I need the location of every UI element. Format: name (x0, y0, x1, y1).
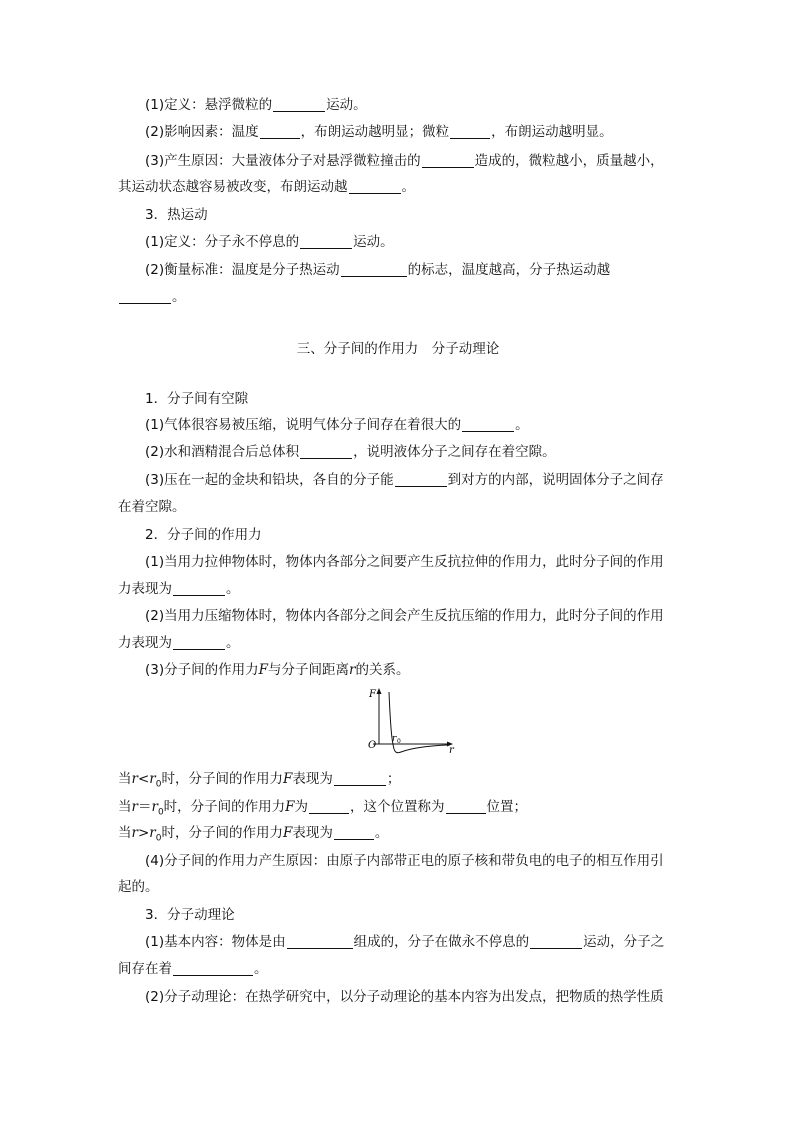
text: 运动，分子之 (583, 934, 665, 950)
text: 组成的，分子在做永不停息的 (353, 934, 530, 950)
text: 。 (226, 635, 240, 651)
force-tension: (1)当用力拉伸物体时，物体内各部分之间要产生反抗拉伸的作用力，此时分子间的作用 (145, 554, 664, 570)
r0-subscript: 0 (397, 738, 401, 745)
text: 的关系。 (355, 662, 410, 678)
text: (3)产生原因：大量液体分子对悬浮微粒撞击的 (145, 153, 421, 169)
text: 。 (374, 825, 389, 841)
case-less (118, 769, 400, 795)
brownian-factors (145, 122, 613, 142)
brownian-definition (145, 95, 367, 115)
theory-application: (2)分子动理论：在热学研究中，以分子动理论的基本内容为出发点，把物质的热学性质 (145, 989, 664, 1005)
subscript: 0 (155, 779, 162, 790)
force-compression-cont (118, 633, 240, 653)
fill-blank[interactable] (446, 799, 486, 814)
var-r0: r (151, 799, 158, 815)
subscript: 0 (157, 807, 164, 818)
text: 当 (118, 771, 132, 787)
y-axis-label: F (369, 689, 376, 700)
theory-heading: 3．分子动理论 (145, 907, 235, 923)
text: 。 (254, 961, 268, 977)
text: (2)影响因素：温度 (145, 124, 259, 140)
origin-label: O (368, 740, 377, 751)
text: 时，分子间的作用力 (161, 825, 283, 841)
text: 时，分子间的作用力 (161, 771, 283, 787)
text: 为 (294, 799, 309, 815)
var-r0: r (149, 825, 156, 841)
thermal-definition (145, 232, 394, 252)
brownian-cause-cont (118, 177, 415, 197)
text: 到对方的内部，说明固体分子之间存 (447, 472, 664, 488)
text: 运动。 (353, 234, 394, 250)
x-axis-label: r (449, 745, 454, 756)
text: > (137, 825, 150, 841)
fill-blank[interactable] (341, 262, 407, 277)
fill-blank[interactable] (273, 97, 325, 112)
theory-content (145, 932, 664, 952)
text: 。 (172, 289, 186, 305)
fill-blank[interactable] (309, 799, 349, 814)
text: ＝ (137, 799, 152, 815)
subscript: 0 (155, 833, 162, 844)
gap-heading: 1．分子间有空隙 (145, 391, 249, 407)
gap-solid-cont: 在着空隙。 (118, 499, 186, 515)
theory-content-cont (118, 959, 268, 979)
fill-blank[interactable] (334, 825, 374, 840)
text: ，说明液体分子之间存在着空隙。 (353, 444, 556, 460)
text: 。 (515, 417, 529, 433)
var-r: r (131, 771, 138, 787)
text: 力表现为 (118, 581, 172, 597)
force-origin: (4)分子间的作用力产生原因：由原子内部带正电的原子核和带负电的电子的相互作用引 (145, 853, 664, 869)
fill-blank[interactable] (422, 153, 474, 168)
var-F: F (282, 825, 293, 841)
text: (2)水和酒精混合后总体积 (145, 444, 300, 460)
gap-liquid (145, 442, 556, 462)
var-r0: r (149, 771, 156, 787)
text: 。 (226, 581, 240, 597)
force-compression: (2)当用力压缩物体时，物体内各部分之间会产生反抗压缩的作用力，此时分子间的作用 (145, 608, 664, 624)
text: (1)基本内容：物体是由 (145, 934, 286, 950)
force-tension-cont (118, 579, 240, 599)
fill-blank[interactable] (173, 635, 225, 650)
fill-blank[interactable] (334, 771, 386, 786)
y-axis-arrow (377, 688, 382, 694)
fill-blank[interactable] (173, 581, 225, 596)
text: 间存在着 (118, 961, 172, 977)
fill-blank[interactable] (530, 934, 582, 949)
text: 力表现为 (118, 635, 172, 651)
text: 的标志，温度越高，分子热运动越 (407, 262, 611, 278)
section-title: 三、分子间的作用力 分子动理论 (296, 341, 500, 357)
gap-gas (145, 415, 529, 435)
fill-blank[interactable] (260, 124, 300, 139)
thermal-measure (145, 260, 610, 280)
fill-blank[interactable] (300, 234, 352, 249)
text: 当 (118, 799, 132, 815)
var-F: F (285, 799, 295, 815)
text: 其运动状态越容易被改变，布朗运动越 (118, 179, 348, 195)
var-r: r (131, 825, 138, 841)
fill-blank[interactable] (349, 179, 401, 194)
text: 造成的，微粒越小，质量越小， (474, 153, 664, 169)
text: 运动。 (326, 97, 367, 113)
var-r: r (349, 662, 356, 678)
text: 时，分子间的作用力 (163, 799, 286, 815)
force-distance-graph (367, 686, 457, 756)
text: (3)压在一起的金块和铅块，各自的分子能 (145, 472, 394, 488)
text: 。 (401, 179, 415, 195)
text: (3)分子间的作用力 (145, 662, 259, 678)
force-relation (145, 660, 409, 680)
text: 与分子间距离 (268, 662, 349, 678)
var-r: r (131, 799, 138, 815)
text: ，布朗运动越明显。 (491, 124, 613, 140)
text: (1)定义：分子永不停息的 (145, 234, 300, 250)
case-equal (118, 797, 527, 823)
force-origin-cont: 起的。 (118, 879, 159, 895)
gap-solid (145, 470, 664, 490)
text: (2)衡量标准：温度是分子热运动 (145, 262, 340, 278)
text: < (137, 771, 150, 787)
text: (1)定义：悬浮微粒的 (145, 97, 273, 113)
text: (1)气体很容易被压缩，说明气体分子间存在着很大的 (145, 417, 462, 433)
text: ，布朗运动越明显；微粒 (300, 124, 450, 140)
fill-blank[interactable] (119, 289, 171, 304)
r0-label: r (392, 734, 397, 744)
thermal-measure-cont (118, 287, 186, 307)
fill-blank[interactable] (462, 417, 514, 432)
fill-blank[interactable] (173, 961, 253, 976)
fill-blank[interactable] (450, 124, 490, 139)
text: 当 (118, 825, 132, 841)
fill-blank[interactable] (300, 444, 352, 459)
case-greater (118, 823, 388, 849)
fill-blank[interactable] (395, 472, 447, 487)
fill-blank[interactable] (287, 934, 353, 949)
text: 位置； (486, 799, 528, 815)
brownian-cause (145, 151, 664, 171)
thermal-heading: 3．热运动 (145, 207, 208, 223)
force-heading: 2．分子间的作用力 (145, 527, 262, 543)
text: 表现为 (292, 771, 333, 787)
text: ； (386, 771, 401, 787)
var-F: F (282, 771, 293, 787)
text: ，这个位置称为 (350, 799, 445, 815)
var-F: F (258, 662, 268, 678)
text: 表现为 (292, 825, 333, 841)
